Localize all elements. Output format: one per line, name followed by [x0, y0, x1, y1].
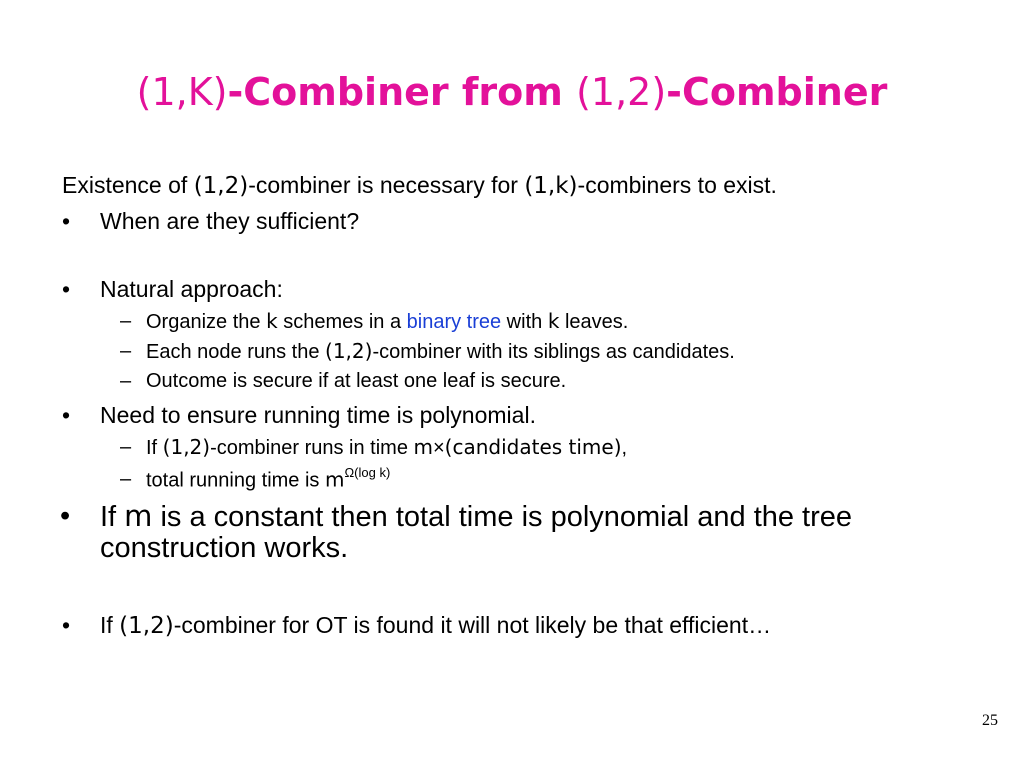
intro-line: Existence of (1,2)-combiner is necessary for (1,k)-combiners to exist.: [62, 172, 777, 199]
bullet-marker: •: [62, 402, 71, 428]
dash-marker: –: [120, 310, 132, 332]
bullet-constant-m: If m is a constant then total time is polynomial and the tree: [100, 499, 853, 533]
dash-marker: –: [120, 436, 132, 458]
dash-marker: –: [120, 370, 132, 392]
sub-total-time: total running time is $m^{\Omega(log k)}$: [146, 465, 391, 492]
sub-organize: Organize the k schemes in a binary tree with k leaves.: [146, 309, 629, 333]
bullet-marker: •: [62, 276, 71, 302]
bullet-natural-approach: Natural approach:: [100, 276, 283, 302]
bullet-marker: •: [62, 208, 71, 234]
bullet-marker: •: [62, 612, 71, 638]
dash-marker: –: [120, 468, 132, 490]
bullet-running-time: Need to ensure running time is polynomial.: [100, 402, 536, 428]
bullet-ot: If (1,2)-combiner for OT is found it will not likely be that efficient…: [100, 612, 772, 639]
title-part-4: -Combiner: [666, 70, 888, 114]
sub-each-node: Each node runs the (1,2)-combiner with its siblings as candidates.: [146, 339, 735, 363]
sub-if-combiner: If (1,2)-combiner runs in time m×(candidates time),: [146, 435, 628, 459]
bullet-marker: •: [60, 500, 71, 532]
dash-marker: –: [120, 340, 132, 362]
slide-title: [0, 70, 1024, 114]
bullet-sufficient: When are they sufficient?: [100, 208, 360, 234]
title-part-3: (1,2): [576, 70, 667, 114]
exponent: Ω(log k): [344, 465, 391, 480]
bullet-constant-m-cont: construction works.: [100, 532, 349, 564]
title-part-2: -Combiner from: [227, 70, 577, 114]
title-part-1: (1,K): [136, 70, 228, 114]
page-number: 25: [982, 712, 998, 729]
sub-outcome: Outcome is secure if at least one leaf is secure.: [146, 370, 567, 392]
binary-tree-link: binary tree: [406, 311, 502, 333]
